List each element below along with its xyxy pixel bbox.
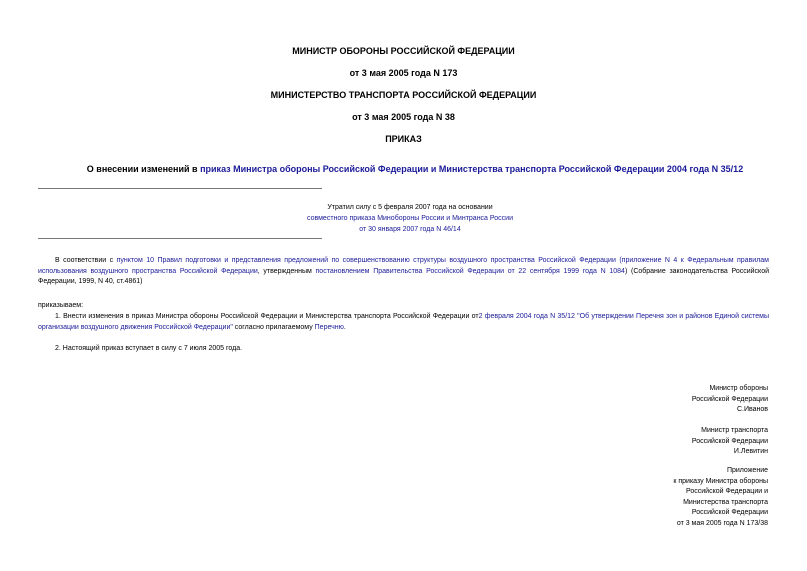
appendix-line: к приказу Министра обороны [673,477,768,485]
header-ministry-defense: МИНИСТР ОБОРОНЫ РОССИЙСКОЙ ФЕДЕРАЦИИ [292,46,515,56]
basis-text-a: В соответствии с [55,257,117,264]
divider-bottom [38,238,322,239]
paragraph-basis [38,256,769,288]
header-date-2: от 3 мая 2005 года N 38 [352,112,455,122]
signature-defense-line: Российской Федерации [691,395,768,403]
basis-text-b: , утвержденным [257,267,316,275]
title-link[interactable]: приказ Министра обороны Российской Федерации и Министерства транспорта Российской Федерации 2004 года N 35/12 [200,164,744,174]
notice-line-1: Утратил силу с 5 февраля 2007 года на основании [327,204,493,211]
signature-transport-line: Министр транспорта [701,427,768,434]
basis-text-c: ) (Собрание законодательства Российской Федерации, 1999, N 40, ст.4861) [38,267,769,285]
header-date-1: от 3 мая 2005 года N 173 [349,68,458,78]
signature-transport-line: Российской Федерации [691,437,768,445]
notice-link-date[interactable]: от 30 января 2007 года N 46/14 [359,226,461,233]
document-title [30,164,800,175]
basis-link-decree[interactable]: постановлением Правительства Российской Федерации от 22 сентября 1999 года N 1084 [315,267,625,275]
item1-text-a: 1. Внести изменения в приказ Министра обороны Российской Федерации и Министерства транспорта Российской Федерации от [55,313,479,320]
signature-defense-line: Министр обороны [709,385,768,392]
appendix-block [568,466,768,529]
appendix-line: Российской Федерации и [686,488,768,495]
title-prefix: О внесении изменений в [86,164,201,174]
item1-text-b: согласно прилагаемому [232,323,315,331]
paragraph-item-1 [38,312,769,333]
appendix-line: Министерства транспорта [683,498,768,506]
signature-defense-name: С.Иванов [736,406,768,413]
appendix-line: от 3 мая 2005 года N 173/38 [676,519,768,527]
item1-text-c: . [343,323,346,331]
appendix-line: Приложение [726,467,768,474]
appendix-line: Российской Федерации [691,509,768,516]
header-order: ПРИКАЗ [385,134,422,144]
divider-top [38,188,322,189]
header-ministry-transport: МИНИСТЕРСТВО ТРАНСПОРТА РОССИЙСКОЙ ФЕДЕРАЦИИ [270,90,537,100]
signature-defense [568,384,768,416]
basis-link-rules[interactable]: пунктом 10 Правил подготовки и представления предложений по совершенствованию структуры воздушного пространства Российской Федерации (приложение N 4 к Федеральным правилам использования воздушного пространства Российской Федерации [38,257,769,275]
notice-link-order[interactable]: совместного приказа Минобороны России и Минтранса России [307,215,513,222]
item1-link-list[interactable]: Перечню [314,323,344,331]
signature-transport-name: И.Левитин [733,448,768,455]
paragraph-item-2: 2. Настоящий приказ вступает в силу с 7 июля 2005 года. [55,345,243,352]
signature-transport [568,426,768,458]
item1-link-order[interactable]: 2 февраля 2004 года N 35/12 "Об утверждении Перечня зон и районов Единой системы организации воздушного движения Российской Федерации" [38,313,769,331]
paragraph-order-word: приказываем: [38,302,84,309]
